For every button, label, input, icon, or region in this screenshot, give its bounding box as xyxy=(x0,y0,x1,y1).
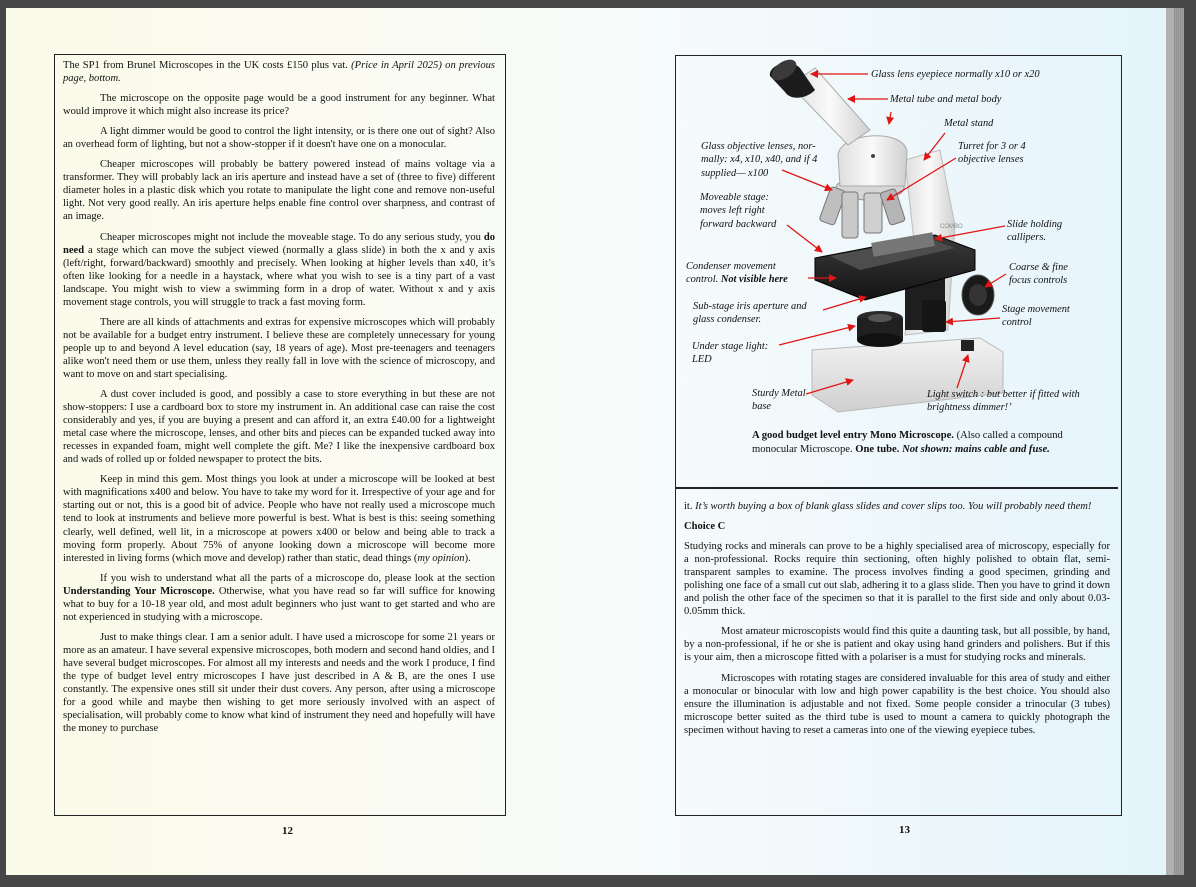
right-page-text xyxy=(684,500,1110,744)
arrow-stage-control xyxy=(946,318,1000,322)
label-eyepiece: Glass lens eyepiece normally x10 or x20 xyxy=(871,69,1040,80)
label-stage-move-line1: Stage movement xyxy=(1002,304,1070,315)
arrow-tube-2 xyxy=(889,112,891,124)
paragraph xyxy=(684,540,1110,618)
text-run: it. xyxy=(684,501,696,512)
stage-control-knob xyxy=(922,300,946,332)
paragraph xyxy=(684,500,1110,513)
label-base-line2: base xyxy=(752,401,772,413)
label-condenser-line2a: control. xyxy=(686,274,721,286)
section-divider xyxy=(676,487,1118,489)
fine-focus-knob xyxy=(969,284,987,306)
label-callipers-line1: Slide holding xyxy=(1007,219,1063,230)
objective-x10 xyxy=(842,192,858,238)
paragraph xyxy=(684,625,1110,664)
text-run: Microscopes with rotating stages are considered invaluable for this area of study and either a monocular or binocular with low and high power capability is the best choice. You should also ensure the illumination is adjustable and not fixed. Some people consider a trinocular (3 tubes) microscope better suited as the third tube is used to mount a camera to quickly photograph the specimen without having to reset a cameras into one of the viewing eyepiece tubes. xyxy=(684,672,1110,736)
label-turret-line2: objective lenses xyxy=(958,154,1024,166)
label-callipers xyxy=(1007,218,1062,245)
label-objectives xyxy=(701,140,817,180)
label-condenser-line1: Condenser movement xyxy=(686,261,776,272)
text-run: Just to make things clear. I am a senior adult. I have used a microscope for some 21 years or more as an amateur. I have several expensive microscopes, both modern and second hand oldies, and I have several budget microscopes. For almost all my interests and needs and the work I produce, I find the type of budget level entry microscopes I have just described in A & B, are the ones I use constantly. The expensive ones still sit under their dust covers. Any person, after using a microscope for a good while and maybe then wishing to get more seriously involved with an aspect of specialisation, will probably come to know what kind of instrument they need and hopefully will have the money to purchase xyxy=(63,631,495,735)
objective-x40 xyxy=(864,193,882,233)
scope-brand-label: COMBO xyxy=(940,224,963,230)
label-turret-line1: Turret for 3 or 4 xyxy=(958,141,1026,152)
text-run: (Price in April 2025) on previous page, bottom. xyxy=(63,60,495,85)
label-iris xyxy=(693,300,807,327)
label-tube: Metal tube and metal body xyxy=(890,94,1002,105)
arrow-iris xyxy=(823,297,866,310)
label-objectives-line2: mally: x4, x10, x40, and if 4 xyxy=(701,154,818,166)
text-run: Otherwise, what you have read so far will suffice for knowing what to buy for a 10-18 year old, and most adult beginners who just want to get started and who are not experienced in studying with a microscope. xyxy=(63,585,495,623)
text-run: Keep in mind this gem. Most things you look at under a microscope will be looked at best with magnifications x400 and below. You have to take my word for it. Irrespective of your age and for starting out or not, this is a good bit of advice. People who have not really used a microscope much tend to look at instruments and believe more powerful is best. What is best is this: seeing something clearly, well defined, well lit, in a microscope at powers x400 or below and being able to track a moving form properly. About 75% of anyone looking down a microscope will become more interested in living forms (which move and develop) rather than static, dead things ( xyxy=(63,474,495,564)
label-focus xyxy=(1009,261,1068,288)
label-stage-line1: Moveable stage: xyxy=(700,192,769,203)
text-run: Most amateur microscopists would find this quite a daunting task, but all possible, by hand, by a non-professional, if he or she is patient and okay using hand grinders and polishers. But if this is your aim, then a microscope fitted with a polariser is a must for studying rocks and minerals. xyxy=(684,626,1110,664)
text-run: my opinion xyxy=(417,552,465,564)
label-callipers-line2: callipers. xyxy=(1007,232,1046,244)
text-run: It’s worth buying a box of blank glass slides and cover slips too. You will probably need them! xyxy=(695,501,1092,512)
right-page-number: 13 xyxy=(899,824,910,836)
label-stage-line2: moves left right xyxy=(700,205,765,217)
label-iris-line1: Sub-stage iris aperture and xyxy=(693,301,807,312)
text-run: ). xyxy=(464,552,471,564)
text-run: Cheaper microscopes might not include the moveable stage. To do any serious study, you xyxy=(100,231,484,243)
objective-x100 xyxy=(880,188,906,225)
label-stand: Metal stand xyxy=(944,118,994,129)
label-stage-line3: forward backward xyxy=(700,218,777,230)
arrow-led xyxy=(779,326,855,345)
label-moveable-stage xyxy=(700,191,776,231)
label-condenser-control xyxy=(686,260,788,287)
text-run: A dust cover included is good, and possibly a case to store everything in but these are not show-stoppers: I use a cardboard box to store my instrument in. An additional case can raise the cost considerably and yes, if you are buying a present and can afford it, an extra £40.00 for a lightweight metal case where the microscope, lenses, and other bits and pieces can be expanded tucked away into recesses in expanded foam, might well complete the gift. Me? I like the inexpensive cardboard box and wads of rolled up or folded newspaper to protect the bits. xyxy=(63,389,495,466)
label-focus-line1: Coarse & fine xyxy=(1009,262,1068,273)
label-led xyxy=(692,340,768,367)
label-switch xyxy=(927,388,1080,415)
section-heading xyxy=(684,520,1110,533)
label-stage-movement xyxy=(1002,303,1070,330)
condenser-bottom xyxy=(857,333,903,347)
arrow-stage xyxy=(787,225,822,252)
label-turret xyxy=(958,140,1026,167)
label-base-line1: Sturdy Metal xyxy=(752,388,806,399)
label-focus-line2: focus controls xyxy=(1009,275,1068,287)
text-run: (Also called a compound monocular Microscope. xyxy=(752,430,1063,455)
left-page-number: 12 xyxy=(282,825,293,837)
text-run: Understanding Your Microscope. xyxy=(63,585,215,597)
text-run: Cheaper microscopes will probably be battery powered instead of mains voltage via a transformer. They will probably lack an iris aperture and instead have a set of (three to five) different diameter holes in a plastic disk which you rotate to manipulate the light cone and remove non-useful light. Not very good really. An iris aperture helps enable fine control over sharpness, and contrast of an image. xyxy=(63,159,495,223)
text-run: Choice C xyxy=(684,521,726,533)
label-iris-line2: glass condenser. xyxy=(693,314,762,326)
text-run: Not shown: mains cable and fuse. xyxy=(902,443,1050,455)
label-objectives-line3: supplied— x100 xyxy=(701,167,769,179)
condenser-lens xyxy=(868,314,892,322)
label-objectives-line1: Glass objective lenses, nor- xyxy=(701,141,816,152)
label-base xyxy=(752,387,806,414)
text-run: There are all kinds of attachments and extras for expensive microscopes which will probably not be available for a budget entry instrument. I believe these are completely unnecessary for young people up to and beyond A level education (say, 18 years of age). Most pre-teenagers and teenagers alike won't need them or use them, unless they really fall in love with the science of microscopy, and want to move on and start specialising. xyxy=(63,316,495,380)
label-condenser-line2b: Not visible here xyxy=(720,274,788,286)
label-led-line1: Under stage light: xyxy=(692,341,769,352)
label-stage-move-line2: control xyxy=(1002,317,1032,329)
paragraph xyxy=(684,672,1110,737)
text-run: Studying rocks and minerals can prove to be a highly specialised area of microscopy, especially for a non-professional. Rocks require thin sectioning, often highly polished to obtain flat, semi-transparent samples to examine. The process involves finding a good specimen, grinding and polishing one face of a small cut out slab, adhering it to a glass slide. Then you have to grind it down and polish the other face of the specimen so that it is parallel to the first side and only about 0.03-0.05mm thick. xyxy=(684,541,1110,618)
figure-caption xyxy=(752,429,1074,457)
text-run: The SP1 from Brunel Microscopes in the UK costs £150 plus vat. xyxy=(63,60,352,71)
label-switch-line1: Light switch : but better if fitted with xyxy=(927,389,1080,400)
label-led-line2: LED xyxy=(692,354,712,366)
text-run: One tube. xyxy=(855,443,900,455)
label-switch-line2: brightness dimmer!’ xyxy=(927,402,1012,414)
text-run: A good budget level entry Mono Microscope. xyxy=(752,430,954,441)
head-screw xyxy=(871,154,875,158)
text-run: The microscope on the opposite page would be a good instrument for any beginner. What would improve it which might also increase its price? xyxy=(63,93,495,118)
light-switch xyxy=(961,340,974,351)
text-run: a stage which can move the subject viewed (normally a glass slide) in both the x and y axis (left/right, forward/backward) smoothly and precisely. When looking at higher levels than x40, it’s often like looking for a needle in a haystack, where what you wish to see is a tiny part of a vast landscape. You might wish to view a swimming form in a drop of water. Without x and y axis movement stage controls, you will struggle to track a fast moving form. xyxy=(63,244,495,308)
text-run: do need xyxy=(63,231,495,256)
text-run: A light dimmer would be good to control the light intensity, or is there one out of sight? Also an overhead form of lighting, but not a show-stopper if it doesn't have one on a monocular. xyxy=(63,126,495,151)
text-run: If you wish to understand what all the parts of a microscope do, please look at the section xyxy=(100,572,495,584)
